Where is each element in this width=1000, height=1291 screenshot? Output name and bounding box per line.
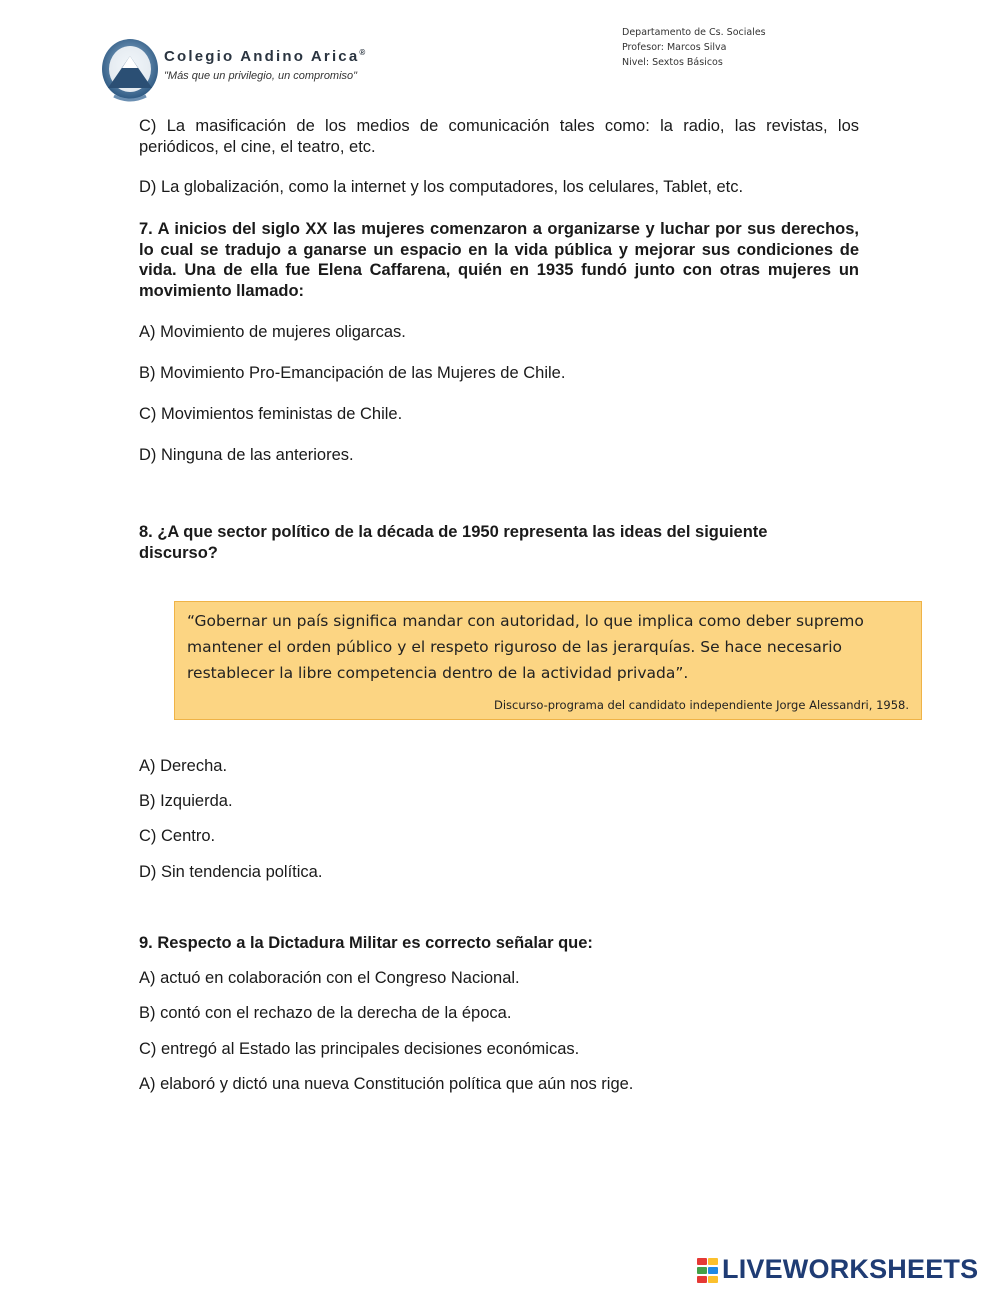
- school-crest-icon: [100, 34, 160, 106]
- quote-text: “Gobernar un país significa mandar con autoridad, lo que implica como deber supremo mantener el orden público y el respeto riguroso de las jerarquías. Se hace necesario restablecer la libre competencia dentro de la actividad privada”.: [187, 612, 864, 682]
- q7-option-c: C) Movimientos feministas de Chile.: [139, 405, 403, 423]
- header-info: [622, 25, 766, 70]
- q6-option-c: C) La masificación de los medios de comunicación tales como: la radio, las revistas, los periódicos, el cine, el teatro, etc.: [139, 117, 859, 156]
- q7-option-d: D) Ninguna de las anteriores.: [139, 446, 354, 464]
- liveworksheets-blocks-icon: [697, 1258, 719, 1284]
- q9-question: 9. Respecto a la Dictadura Militar es correcto señalar que:: [139, 934, 593, 952]
- quote-box: [174, 601, 922, 720]
- level-label: Nivel: Sextos Básicos: [622, 57, 723, 68]
- block-orange: [697, 1276, 707, 1283]
- block-red: [697, 1258, 707, 1265]
- q8-option-b: B) Izquierda.: [139, 792, 233, 810]
- liveworksheets-brand: LIVEWORKSHEETS: [722, 1254, 979, 1284]
- q8-option-d: D) Sin tendencia política.: [139, 863, 323, 881]
- q9-option-a: A) actuó en colaboración con el Congreso Nacional.: [139, 969, 520, 987]
- q7-option-b: B) Movimiento Pro-Emancipación de las Mujeres de Chile.: [139, 364, 566, 382]
- q8-option-c: C) Centro.: [139, 827, 216, 845]
- school-logo: [100, 34, 400, 114]
- q7-question: 7. A inicios del siglo XX las mujeres comenzaron a organizarse y luchar por sus derechos, lo cual se tradujo a ganarse un espacio en la vida pública y mejorar sus condiciones de vida. Una de ella fue Elena Caffarena, quién en 1935 fundó junto con otras mujeres un movimiento llamado:: [139, 220, 859, 300]
- q9-option-c: C) entregó al Estado las principales decisiones económicas.: [139, 1040, 580, 1058]
- liveworksheets-logo[interactable]: [697, 1254, 997, 1288]
- q8-option-a: A) Derecha.: [139, 757, 228, 775]
- school-name: Colegio Andino Arica®: [164, 48, 366, 65]
- q8-question: 8. ¿A que sector político de la década de 1950 representa las ideas del siguiente discurso?: [139, 523, 768, 562]
- block-yellow: [708, 1258, 718, 1265]
- school-motto: "Más que un privilegio, un compromiso": [164, 70, 358, 82]
- block-green: [697, 1267, 707, 1274]
- q7-option-a: A) Movimiento de mujeres oligarcas.: [139, 323, 406, 341]
- block-blue: [708, 1267, 718, 1274]
- q6-option-d: D) La globalización, como la internet y los computadores, los celulares, Tablet, etc.: [139, 178, 744, 196]
- department-label: Departamento de Cs. Sociales: [622, 27, 766, 38]
- q9-option-b: B) contó con el rechazo de la derecha de la época.: [139, 1004, 512, 1022]
- quote-source: Discurso-programa del candidato independiente Jorge Alessandri, 1958.: [493, 698, 909, 712]
- block-teal: [708, 1276, 718, 1283]
- q9-option-a2: A) elaboró y dictó una nueva Constitución política que aún nos rige.: [139, 1075, 634, 1093]
- teacher-label: Profesor: Marcos Silva: [622, 42, 727, 53]
